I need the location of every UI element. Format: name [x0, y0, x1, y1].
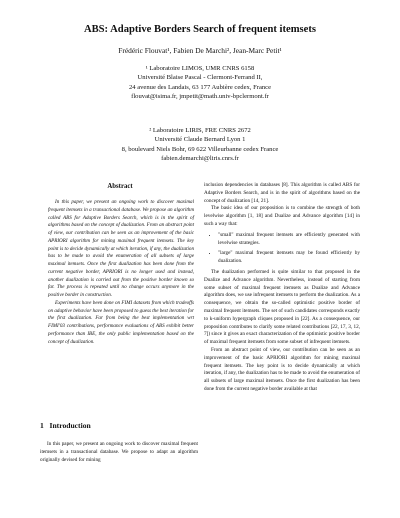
abstract-paragraph: Experiments have been done on FIMI datasets from which tradeoffs on adaptive behavior have been proposed to guess the best iteration for the first dualization. Far from being the best implementation wrt FIMI'03 contributions, performance evaluations of ABS exhibit better performance than IBE, the only public implementation based on the concept of dualization.: [48, 299, 194, 345]
affiliation-line: Université Claude Bernard Lyon 1: [154, 136, 246, 144]
affiliation-1: [40, 64, 360, 102]
section-number: 1: [40, 421, 44, 430]
paper-title: ABS: Adaptive Borders Search of frequent itemsets: [83, 24, 317, 35]
section-heading-introduction: [40, 421, 91, 430]
affiliation-2: [40, 126, 360, 164]
intro-paragraph: In this paper, we present an ongoing work to discover maximal frequent itemsets in a transactional database. We propose to adapt an algorithm originally devised for mining: [40, 441, 198, 463]
right-column-body: [204, 182, 360, 394]
affiliation-email: fabien.demarchi@liris.cnrs.fr: [161, 155, 239, 163]
introduction-body: [40, 441, 198, 464]
section-title: Introduction: [49, 421, 91, 430]
affiliation-line: 24 avenue des Landais, 63 177 Aubière cedex, France: [128, 83, 272, 91]
affiliation-line: ² Laboratoire LIRIS, FRE CNRS 2672: [149, 127, 251, 134]
list-item: • "small" maximal frequent itemsets are efficiently generated with levelwise strategies.: [218, 232, 360, 248]
abstract-body: [48, 199, 194, 346]
abstract-paragraph: In this paper, we present an ongoing work to discover maximal frequent itemsets in a transactional database. We propose an algorithm called ABS for Adaptive Borders Search, which is in the spirit of algorithms based on the concept of dualization. From an abstract point of view, our contribution can be seen as an improvement of the basic APRIORI algorithm for mining maximal frequent itemsets. The key point is to decide dynamically at which iteration, if any, the dualization has to be made to avoid the enumeration of all subsets of large maximal itemsets. Once the first dualization has been done from the current negative border, APRIORI is no longer used and instead, another dualization is carried out from the positive border known so far. The process is repeated until no change occurs anymore in the positive border in construction.: [48, 199, 194, 298]
affiliation-line: Université Blaise Pascal - Clermont-Ferrand II,: [137, 74, 263, 82]
affiliation-line: ¹ Laboratoire LIMOS, UMR CNRS 6158: [145, 65, 255, 72]
body-paragraph: The dualization performed is quite similar to that proposed in the Dualize and Advance algorithm. Nevertheless, instead of starting from some subset of maximal frequent itemsets as Dualize and Advance algorithm does, we use infrequent itemsets to perform the dualization. As a consequence, we obtain the so-called optimistic positive border of maximal frequent itemsets. The set of such candidates corresponds exactly to k-uniform hypergraph cliques proposed in [22]. As a consequence, our proposition contributes to clarify some related contributions [22, 17, 3, 12, 7]) since it gives an exact characterization of the optimistic positive border of maximal frequent itemsets from some subset of infrequent itemsets.: [204, 268, 360, 346]
body-paragraph: The basic idea of our proposition is to combine the strength of both levelwise algorithm [1, 18] and Dualize and Advance algorithm [14] in such a way that:: [204, 205, 360, 227]
author-list: Frédéric Flouvat¹, Fabien De Marchi², Jean-Marc Petit¹: [118, 46, 282, 55]
affiliation-line: 8, boulevard Niels Bohr, 69 622 Villeurbanne cedex France: [121, 145, 279, 153]
abstract-heading: Abstract: [107, 183, 133, 190]
affiliation-email: flouvat@isima.fr, jmpetit@math.univ-bpclermont.fr: [131, 93, 269, 101]
body-paragraph: inclusion dependencies in databases [8]. This algorithm is called ABS for Adaptive Borders Search, and is in the spirit of algorithms based on the concept of dualization [14, 21].: [204, 182, 360, 204]
bullet-list: [204, 232, 360, 266]
list-item: • "large" maximal frequent itemsets may be found efficiently by dualization.: [218, 250, 360, 266]
body-paragraph: From an abstract point of view, our contribution can be seen as an improvement of the basic APRIORI algorithm for mining maximal frequent itemsets. The key point is to decide dynamically at which iteration, if any, the dualization has to be made to avoid the enumeration of all subsets of large maximal itemsets. Once the first dualization has been done from the current negative border available at that: [204, 346, 360, 392]
